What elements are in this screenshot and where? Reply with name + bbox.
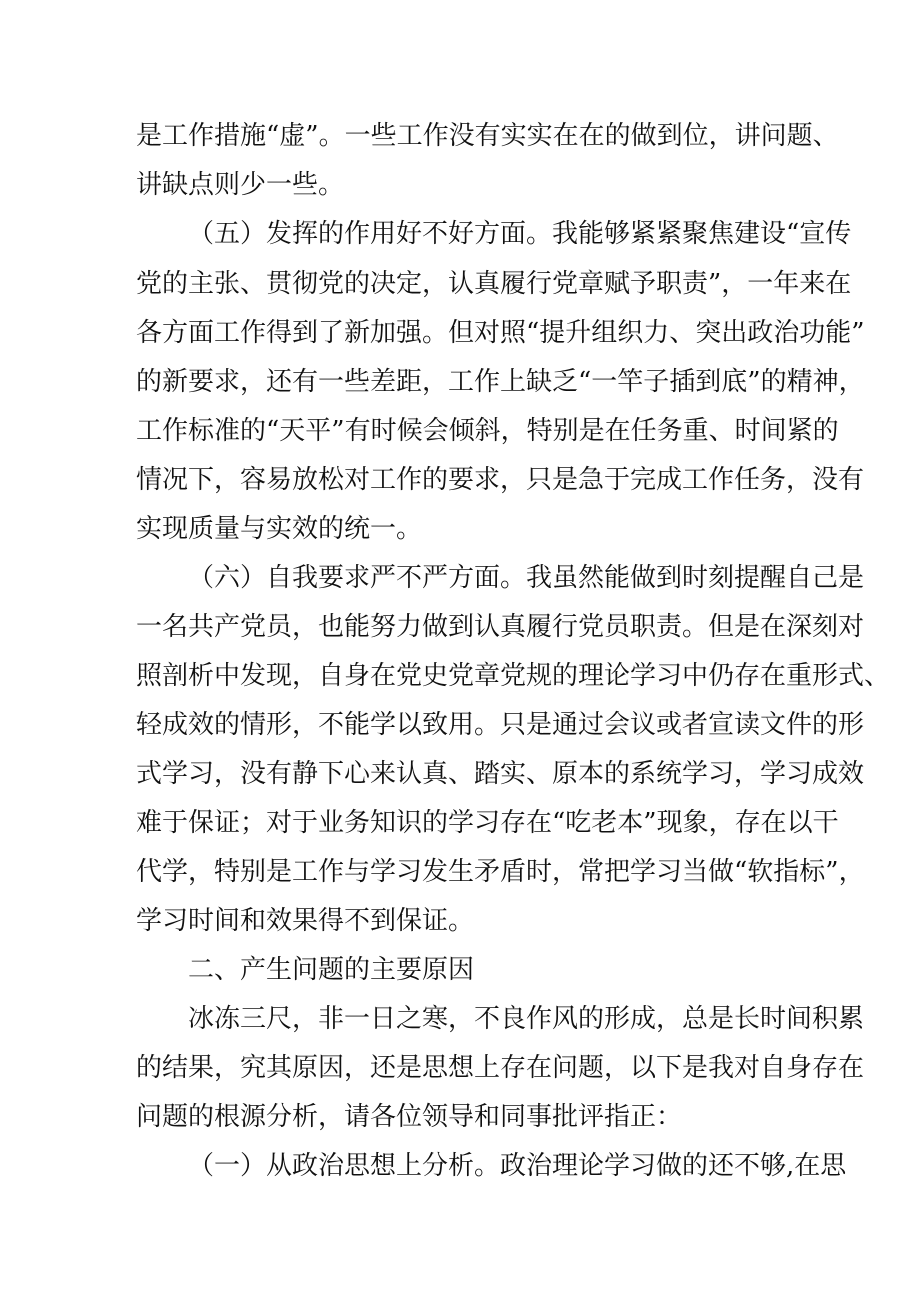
paragraph-line: 是工作措施“虚”。一些工作没有实实在在的做到位，讲问题、 [136, 121, 839, 151]
paragraph-line: 代学，特别是工作与学习发生矛盾时，常把学习当做“软指标”， [136, 857, 865, 887]
paragraph-line: 情况下，容易放松对工作的要求，只是急于完成工作任务，没有 [136, 465, 865, 495]
paragraph-line: 党的主张、贯彻党的决定，认真履行党章赋予职责”，一年来在 [136, 269, 852, 299]
paragraph-line: 照剖析中发现，自身在党史党章党规的理论学习中仍存在重形式、 [136, 661, 891, 691]
paragraph-line: 问题的根源分析，请各位领导和同事批评指正： [136, 1102, 683, 1132]
paragraph-line: 的结果，究其原因，还是思想上存在问题，以下是我对自身存在 [136, 1053, 865, 1083]
paragraph-line: 实现质量与实效的统一。 [136, 514, 423, 544]
paragraph-line: 的新要求，还有一些差距，工作上缺乏“一竿子插到底”的精神， [136, 367, 865, 397]
paragraph-line: 一名共产党员，也能努力做到认真履行党员职责。但是在深刻对 [136, 612, 865, 642]
paragraph-line: 式学习，没有静下心来认真、踏实、原本的系统学习，学习成效 [136, 759, 865, 789]
paragraph-line: （六）自我要求严不严方面。我虽然能做到时刻提醒自己是 [188, 563, 865, 593]
paragraph-line: 冰冻三尺，非一日之寒，不良作风的形成，总是长时间积累 [188, 1004, 865, 1034]
section-heading: 二、产生问题的主要原因 [188, 955, 475, 985]
paragraph-line: 难于保证；对于业务知识的学习存在“吃老本”现象，存在以干 [136, 808, 839, 838]
paragraph-line: 各方面工作得到了新加强。但对照“提升组织力、突出政治功能” [136, 318, 865, 348]
paragraph-line: （五）发挥的作用好不好方面。我能够紧紧聚焦建设“宣传 [188, 219, 852, 249]
paragraph-line: 轻成效的情形，不能学以致用。只是通过会议或者宣读文件的形 [136, 710, 865, 740]
paragraph-line: 讲缺点则少一些。 [136, 170, 345, 200]
paragraph-line: （一）从政治思想上分析。政治理论学习做的还不够,在思 [188, 1151, 847, 1181]
paragraph-line: 学习时间和效果得不到保证。 [136, 906, 475, 936]
paragraph-line: 工作标准的“天平”有时候会倾斜，特别是在任务重、时间紧的 [136, 416, 839, 446]
